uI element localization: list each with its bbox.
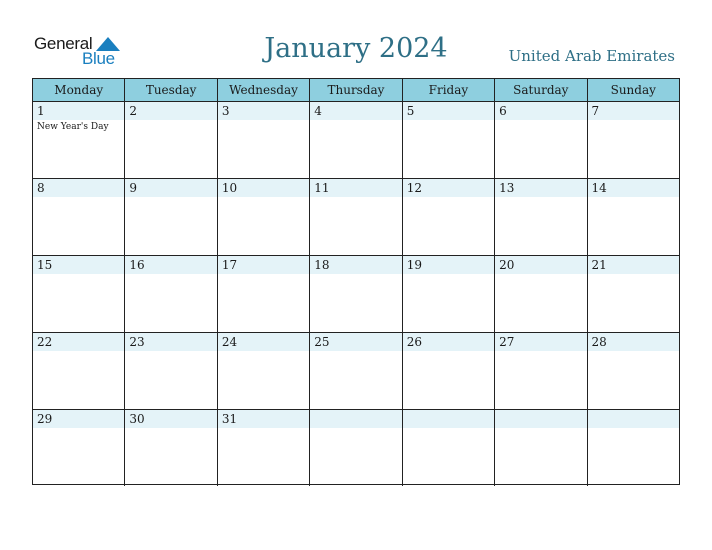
day-cell	[33, 102, 125, 178]
day-cell	[218, 256, 310, 332]
day-number: 1	[37, 104, 45, 118]
day-number: 30	[129, 412, 145, 426]
day-cell	[218, 333, 310, 409]
weekday-tuesday: Tuesday	[125, 79, 217, 101]
day-number: 4	[314, 104, 322, 118]
day-number: 26	[406, 335, 422, 349]
day-cell	[310, 179, 402, 255]
day-cell	[403, 102, 495, 178]
day-number: 6	[499, 104, 507, 118]
day-cell	[218, 102, 310, 178]
weekday-sunday: Sunday	[610, 83, 656, 97]
brand-blue: Blue	[82, 49, 115, 68]
day-number: 25	[314, 335, 330, 349]
day-cell	[310, 333, 402, 409]
day-cell	[495, 256, 587, 332]
day-cell	[588, 179, 679, 255]
calendar-grid	[32, 78, 680, 485]
day-number: 24	[221, 335, 238, 349]
day-cell	[403, 179, 495, 255]
day-number: 5	[406, 104, 415, 118]
week-row-1	[33, 102, 679, 179]
weekday-thursday: Thursday	[310, 79, 402, 101]
day-cell	[310, 256, 402, 332]
day-cell	[495, 179, 587, 255]
day-cell	[125, 179, 217, 255]
weekday-saturday: Saturday	[495, 79, 587, 101]
weekday-wednesday: Wednesday	[218, 79, 310, 101]
day-number: 29	[37, 412, 53, 426]
day-number: 16	[129, 258, 145, 272]
day-cell	[218, 410, 310, 486]
day-number: 19	[406, 258, 422, 272]
day-cell	[33, 410, 125, 486]
day-cell	[125, 102, 217, 178]
day-number: 7	[591, 104, 600, 118]
day-number: 11	[314, 181, 330, 195]
day-cell	[33, 179, 125, 255]
day-cell	[495, 410, 587, 486]
day-number: 27	[499, 335, 515, 349]
weekday-monday: Monday	[33, 79, 125, 101]
day-cell	[588, 256, 679, 332]
day-number: 3	[221, 104, 230, 118]
day-number: 22	[37, 335, 53, 349]
day-cell	[495, 102, 587, 178]
day-number: 23	[129, 335, 145, 349]
weekday-friday: Friday	[403, 79, 495, 101]
day-number: 8	[37, 181, 45, 195]
week-row-3	[33, 256, 679, 333]
day-cell	[403, 333, 495, 409]
day-cell	[588, 333, 679, 409]
day-number: 20	[499, 258, 515, 272]
day-cell	[403, 256, 495, 332]
day-number: 12	[406, 181, 422, 195]
day-number: 17	[221, 258, 238, 272]
weekday-header	[33, 79, 679, 102]
day-cell	[218, 179, 310, 255]
day-number: 31	[221, 412, 238, 426]
day-cell	[33, 333, 125, 409]
brand-logo	[34, 34, 124, 68]
day-cell	[403, 410, 495, 486]
brand-general: General	[34, 34, 93, 53]
country-label: United Arab Emirates	[508, 47, 675, 65]
day-cell	[125, 256, 217, 332]
day-number: 21	[591, 258, 607, 272]
day-number: 28	[591, 335, 607, 349]
week-row-4	[33, 333, 679, 410]
day-number: 10	[221, 181, 238, 195]
week-row-2	[33, 179, 679, 256]
day-cell	[588, 410, 679, 486]
day-cell	[310, 102, 402, 178]
day-number: 9	[129, 181, 138, 195]
day-cell	[33, 256, 125, 332]
day-number: 13	[499, 181, 515, 195]
day-cell	[588, 102, 679, 178]
day-number: 2	[129, 104, 138, 118]
day-cell	[125, 410, 217, 486]
day-number: 14	[591, 181, 607, 195]
day-number: 15	[37, 258, 53, 272]
week-row-5	[33, 410, 679, 486]
page-title: January 2024	[264, 33, 448, 64]
day-cell	[495, 333, 587, 409]
day-number: 18	[314, 258, 330, 272]
holiday-label: New Year's Day	[37, 122, 109, 132]
day-cell	[310, 410, 402, 486]
day-cell	[125, 333, 217, 409]
